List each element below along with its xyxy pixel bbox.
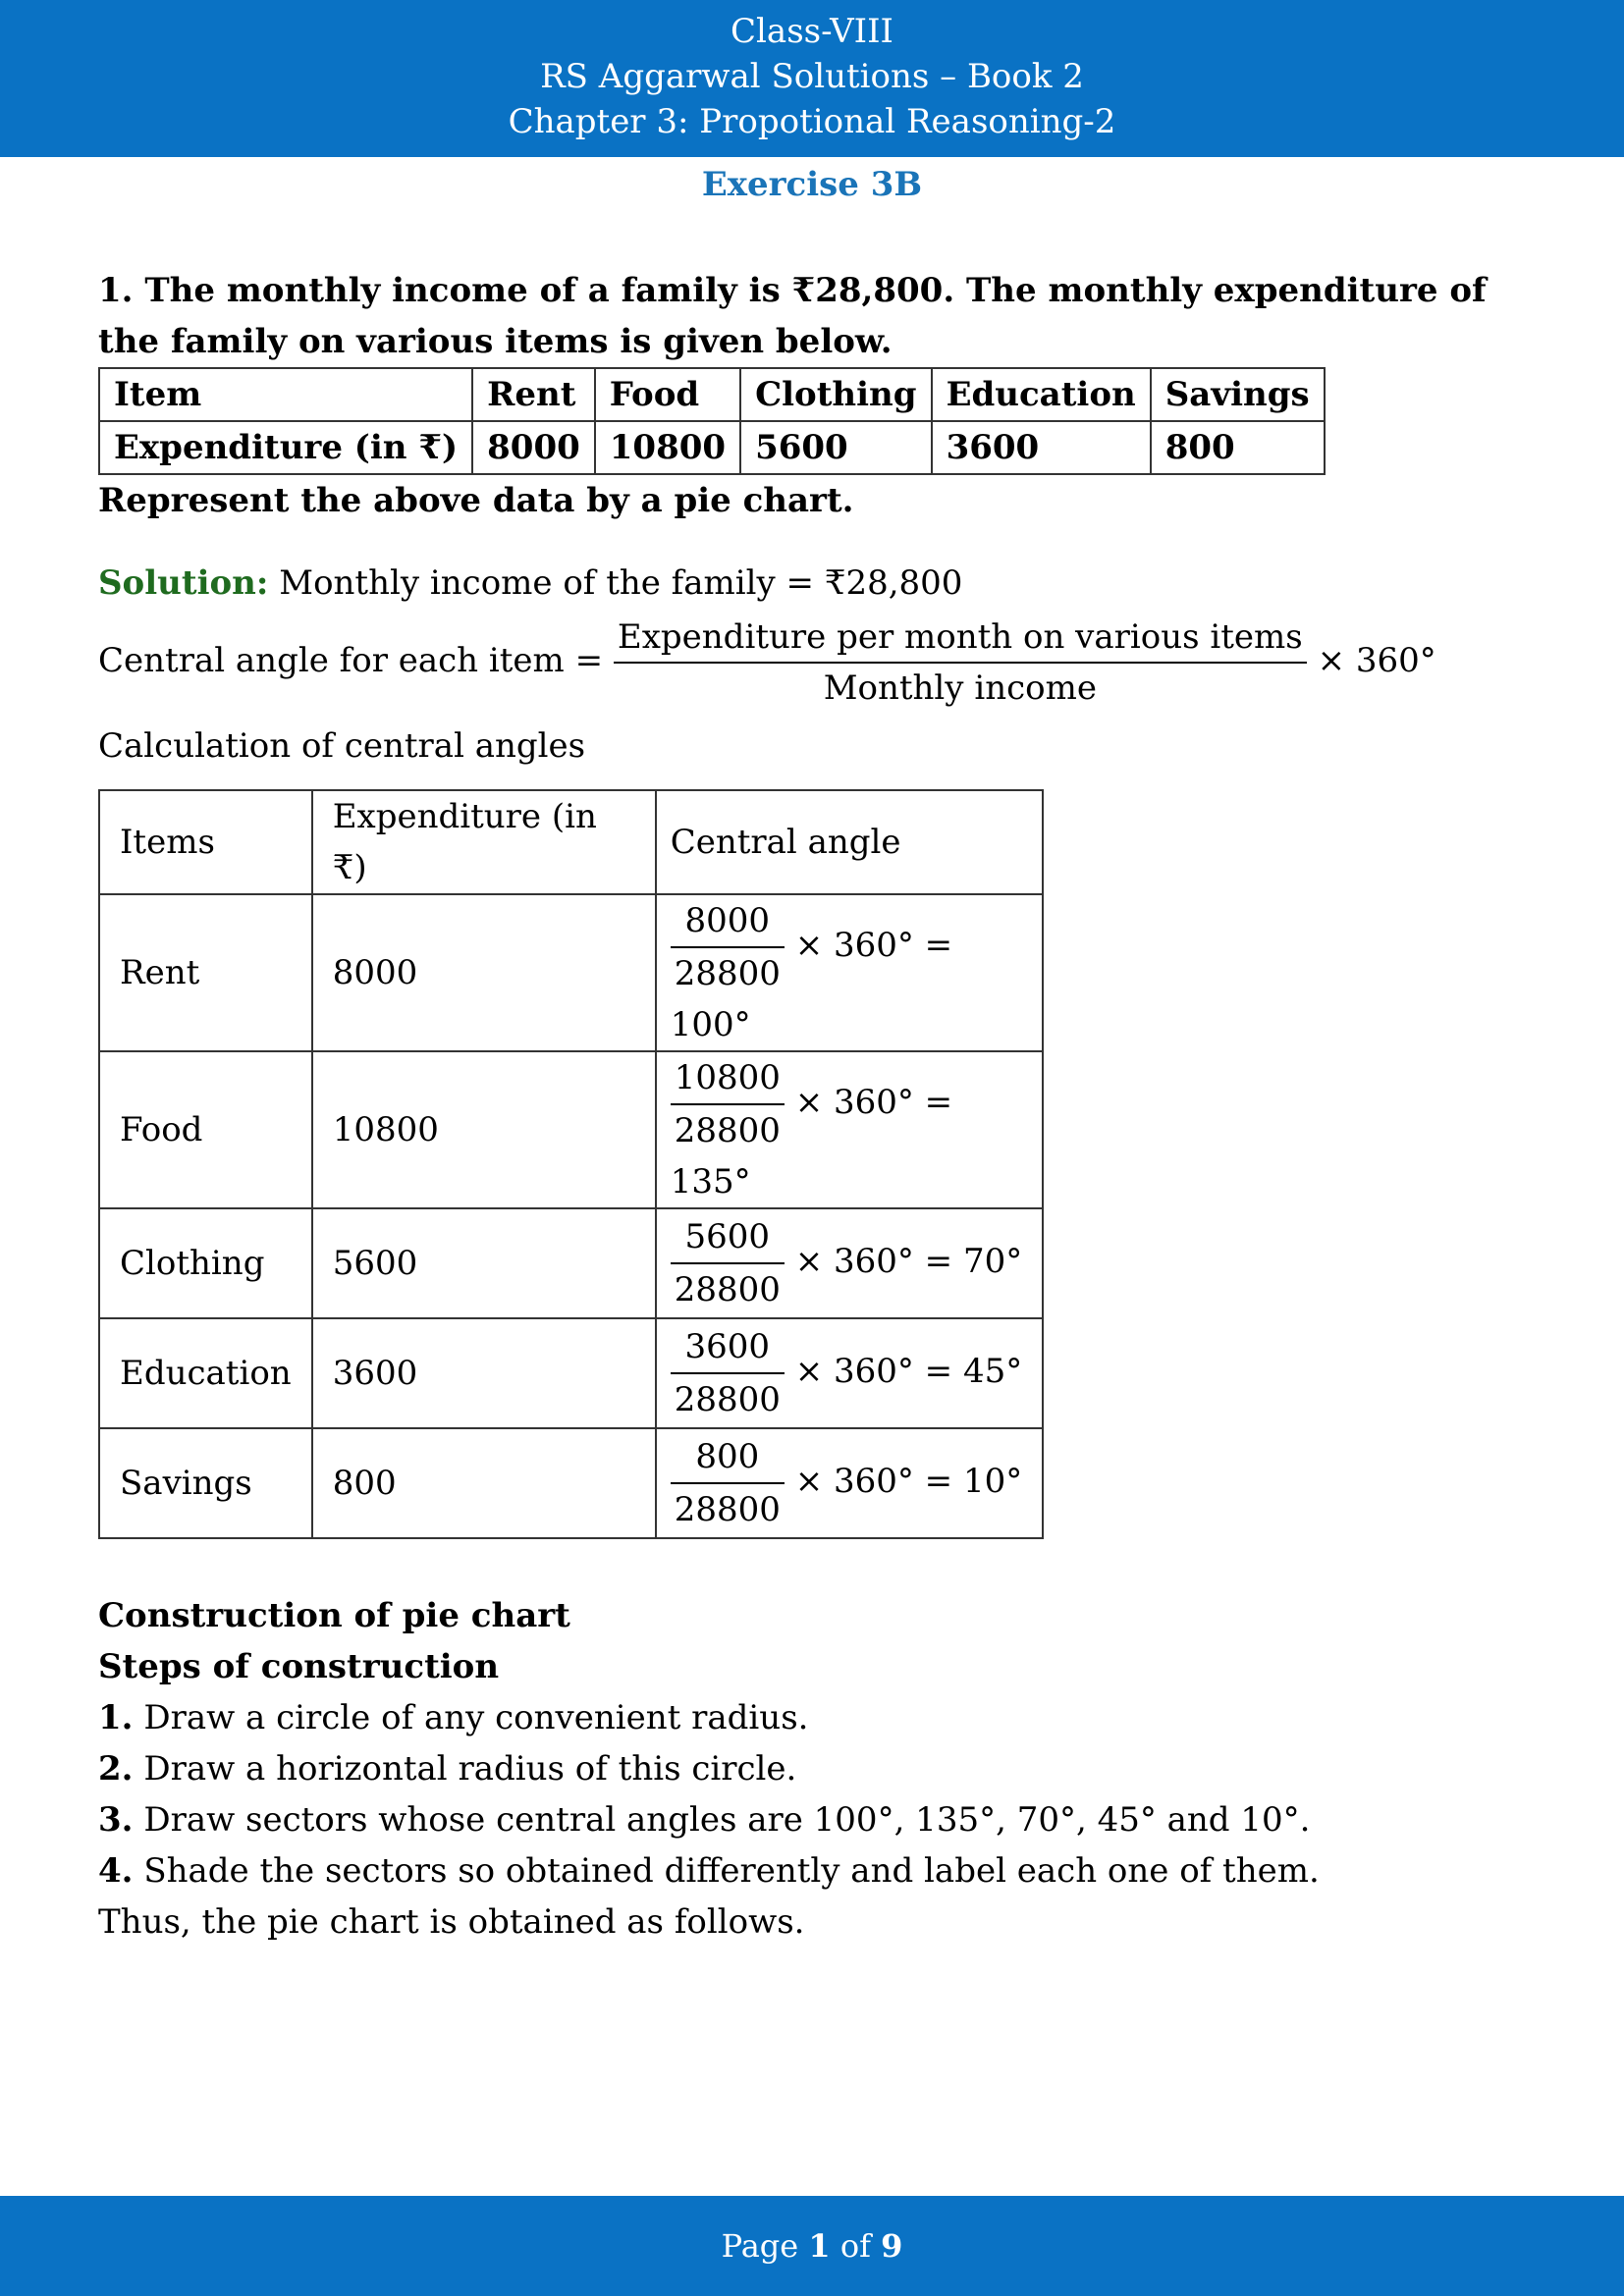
step-item (98, 1743, 1532, 1794)
angle-fraction (671, 1211, 785, 1315)
exercise-title: Exercise 3B (701, 165, 923, 204)
question-table-cell: Expenditure (in ₹) (99, 421, 472, 474)
angle-cell (656, 1051, 1043, 1208)
expenditure-cell: 800 (312, 1428, 656, 1538)
step-number: 1. (98, 1698, 134, 1737)
formula-suffix: × 360° (1317, 641, 1436, 680)
item-cell: Education (99, 1318, 312, 1428)
angle-result: × 360° = 10° (794, 1462, 1023, 1501)
footer-page-number: 1 (808, 2227, 831, 2265)
steps-heading: Steps of construction (98, 1647, 500, 1686)
angle-result: × 360° = 45° (794, 1352, 1023, 1391)
question-table-row-item (99, 368, 1325, 421)
angle-result: × 360° = 100° (670, 926, 953, 1044)
fraction-numerator: 3600 (671, 1321, 785, 1374)
angle-fraction (671, 1052, 785, 1156)
question-text: 1. The monthly income of a family is ₹28,800. The monthly expenditure of the family on various items is given below. (98, 271, 1487, 361)
fraction-denominator: 28800 (674, 1490, 781, 1529)
question-table-cell: Food (595, 368, 740, 421)
angle-cell (656, 1428, 1043, 1538)
table-row (99, 894, 1043, 1051)
formula-line (98, 613, 1532, 713)
table-row (99, 1318, 1043, 1428)
fraction-numerator: 10800 (671, 1052, 785, 1105)
question-table-cell: 5600 (740, 421, 932, 474)
question-table-cell: 10800 (595, 421, 740, 474)
income-text: Monthly income of the family = ₹28,800 (279, 563, 963, 603)
fraction-numerator: 800 (671, 1431, 785, 1484)
question-table-cell: Rent (472, 368, 595, 421)
construction-heading: Construction of pie chart (98, 1596, 570, 1635)
fraction-denominator: 28800 (674, 1380, 781, 1419)
formula-prefix: Central angle for each item = (98, 641, 614, 680)
calc-heading: Calculation of central angles (98, 726, 586, 766)
table-row (99, 1428, 1043, 1538)
step-number: 4. (98, 1851, 134, 1891)
page-footer (0, 2196, 1624, 2296)
question-table-row-expenditure (99, 421, 1325, 474)
angle-cell (656, 894, 1043, 1051)
formula-numerator: Expenditure per month on various items (614, 613, 1307, 664)
expenditure-cell: 10800 (312, 1051, 656, 1208)
step-item (98, 1794, 1532, 1845)
item-cell: Clothing (99, 1208, 312, 1318)
footer-page-total: 9 (881, 2227, 903, 2265)
question-instruction: Represent the above data by a pie chart. (98, 481, 854, 520)
fraction-numerator: 5600 (671, 1211, 785, 1264)
question-table-cell: Education (932, 368, 1151, 421)
fraction-denominator: 28800 (674, 954, 781, 993)
angle-cell (656, 1208, 1043, 1318)
fraction-numerator: 8000 (671, 895, 785, 948)
question-table-cell: Clothing (740, 368, 932, 421)
angle-cell (656, 1318, 1043, 1428)
item-cell: Food (99, 1051, 312, 1208)
page-header (0, 0, 1624, 157)
expenditure-cell: 5600 (312, 1208, 656, 1318)
header-book: RS Aggarwal Solutions – Book 2 (540, 57, 1084, 96)
formula-denominator: Monthly income (823, 668, 1097, 708)
table-row (99, 1051, 1043, 1208)
central-angle-table (98, 789, 1044, 1539)
angle-fraction (671, 1431, 785, 1535)
footer-of-word: of (839, 2227, 871, 2265)
step-text: Draw sectors whose central angles are 100°, 135°, 70°, 45° and 10°. (143, 1800, 1311, 1840)
question-table-cell: 8000 (472, 421, 595, 474)
step-item (98, 1845, 1532, 1896)
page-content (98, 265, 1532, 1948)
question-table-cell: Item (99, 368, 472, 421)
step-number: 2. (98, 1749, 134, 1789)
step-item (98, 1692, 1532, 1743)
step-text: Shade the sectors so obtained differently and label each one of them. (143, 1851, 1320, 1891)
step-text: Draw a horizontal radius of this circle. (143, 1749, 797, 1789)
item-cell: Savings (99, 1428, 312, 1538)
question-table-cell: Savings (1151, 368, 1325, 421)
formula-fraction (614, 613, 1307, 713)
header-cell-items: Items (99, 790, 312, 894)
header-chapter: Chapter 3: Propotional Reasoning-2 (508, 102, 1116, 141)
central-angle-table-header (99, 790, 1043, 894)
footer-page-word: Page (721, 2227, 799, 2265)
fraction-denominator: 28800 (674, 1111, 781, 1150)
fraction-denominator: 28800 (674, 1270, 781, 1309)
question-table (98, 367, 1326, 475)
item-cell: Rent (99, 894, 312, 1051)
step-text: Draw a circle of any convenient radius. (143, 1698, 809, 1737)
table-row (99, 1208, 1043, 1318)
header-cell-central-angle: Central angle (656, 790, 1043, 894)
angle-fraction (671, 1321, 785, 1425)
angle-result: × 360° = 70° (794, 1242, 1023, 1281)
expenditure-cell: 3600 (312, 1318, 656, 1428)
conclusion-text: Thus, the pie chart is obtained as follows. (98, 1902, 805, 1942)
header-class: Class-VIII (731, 12, 893, 51)
question-table-cell: 3600 (932, 421, 1151, 474)
step-number: 3. (98, 1800, 134, 1840)
question-table-cell: 800 (1151, 421, 1325, 474)
solution-income-line (98, 558, 1532, 609)
expenditure-cell: 8000 (312, 894, 656, 1051)
header-cell-expenditure: Expenditure (in ₹) (312, 790, 656, 894)
angle-fraction (671, 895, 785, 999)
solution-label: Solution: (98, 563, 269, 603)
angle-result: × 360° = 135° (670, 1083, 953, 1201)
